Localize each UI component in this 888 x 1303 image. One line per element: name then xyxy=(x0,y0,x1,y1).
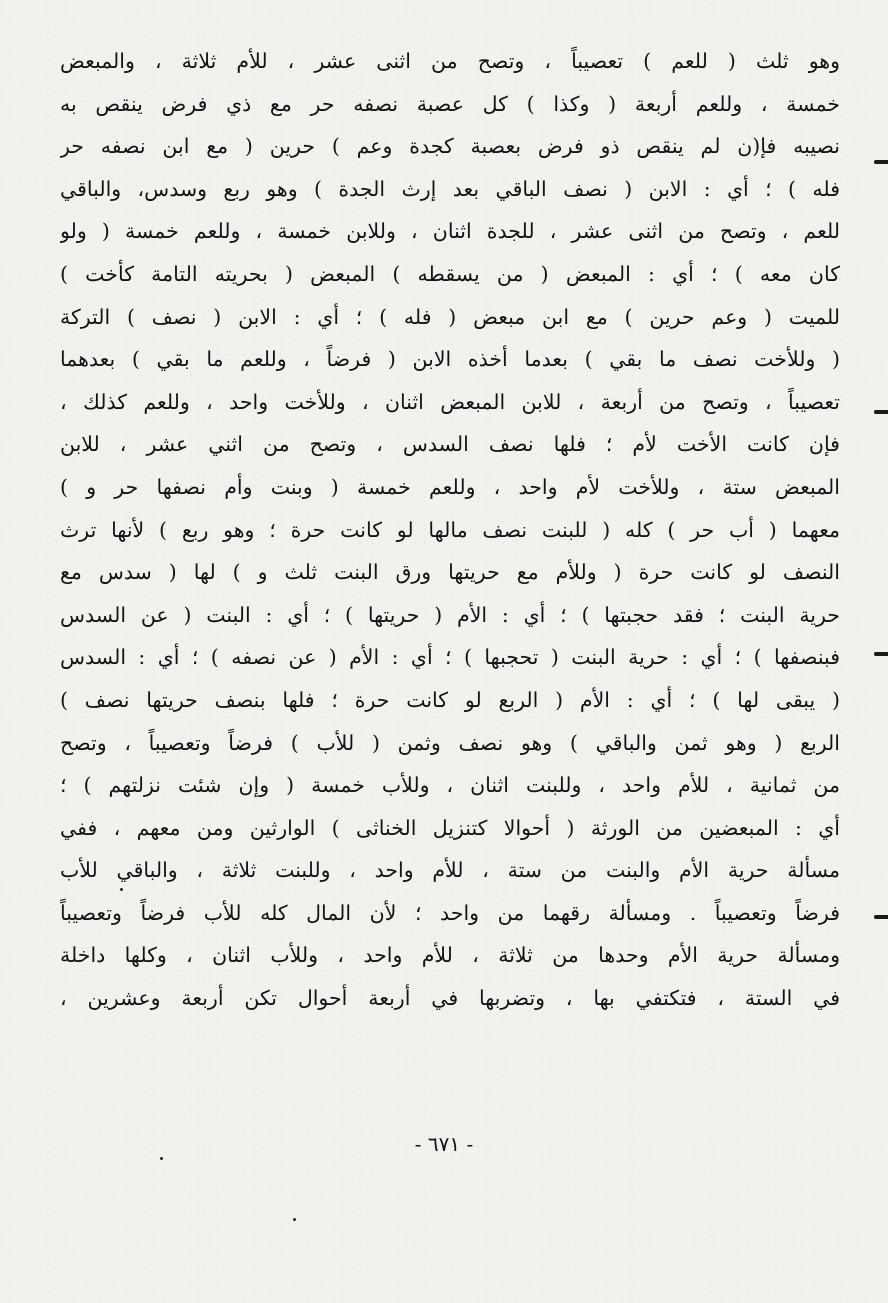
text-line-7: للميت ( وعم حرين ) مع ابن مبعض ( فله ) ؛ أي : الابن ( نصف ) التركة xyxy=(60,304,840,329)
text-line-23: في الستة ، فتكتفي بها ، وتضربها في أربعة أحوال تكن أربعة وعشرين ، xyxy=(60,986,840,1011)
text-line-2: خمسة ، وللعم أربعة ( وكذا ) كل عصبة نصفه حر مع ذي فرض ينقص به xyxy=(60,91,840,116)
scan-speck xyxy=(120,888,123,891)
text-line-17: الربع ( وهو ثمن والباقي ) وهو نصف وثمن ( للأب ) فرضاً وتعصيباً ، وتصح xyxy=(60,730,840,755)
text-line-1: وهو ثلث ( للعم ) تعصيباً ، وتصح من اثنى عشر ، للأم ثلاثة ، والمبعض xyxy=(60,49,840,73)
text-line-13: النصف لو كانت حرة ( وللأم مع حريتها ورق البنت ثلث و ) لها ( سدس مع xyxy=(60,560,840,585)
text-line-22: ومسألة حرية الأم وحدها من ثلاثة ، للأم واحد ، وللأب اثنان ، وكلها داخلة xyxy=(60,943,840,968)
text-line-10: فإن كانت الأخت لأم ؛ فلها نصف السدس ، وتصح من اثني عشر ، للابن xyxy=(60,432,840,457)
text-line-15: فبنصفها ) ؛ أي : حرية البنت ( تحجبها ) ؛ أي : الأم ( عن نصفه ) ؛ أي : السدس xyxy=(60,645,840,670)
page-number: - ٦٧١ - xyxy=(414,1132,474,1156)
binding-mark xyxy=(874,410,888,414)
scan-speck xyxy=(293,1218,296,1221)
text-line-20: مسألة حرية الأم والبنت من ستة ، للأم واحد ، وللبنت ثلاثة ، والباقي للأب xyxy=(60,858,840,883)
text-line-4: فله ) ؛ أي : الابن ( نصف الباقي بعد إرث الجدة ) وهو ربع وسدس، والباقي xyxy=(60,176,840,201)
text-line-12: معهما ( أب حر ) كله ( للبنت نصف مالها لو كانت حرة ؛ وهو ربع ) لأنها ترث xyxy=(60,517,840,542)
text-line-3: نصيبه فإ(ن لم ينقص ذو فرض بعصبة كجدة وعم ) حرين ( مع ابن نصفه حر xyxy=(60,134,840,159)
text-line-14: حرية البنت ؛ فقد حجبتها ) ؛ أي : الأم ( حريتها ) ؛ أي : البنت ( عن السدس xyxy=(60,602,840,627)
text-line-6: كان معه ) ؛ أي : المبعض ( من يسقطه ) المبعض ( بحريته التامة كأخت ) xyxy=(60,261,840,286)
text-line-5: للعم ، وتصح من اثنى عشر ، للجدة اثنان ، وللابن خمسة ، وللعم خمسة ( ولو xyxy=(60,219,840,244)
scan-speck xyxy=(160,1157,163,1160)
binding-mark xyxy=(874,915,888,919)
text-line-21: فرضاً وتعصيباً . ومسألة رقهما من واحد ؛ لأن المال كله للأب فرضاً وتعصيباً xyxy=(60,900,840,925)
text-line-19: أي : المبعضين من الورثة ( أحوالا كتنزيل الخناثى ) الوارثين ومن معهم ، ففي xyxy=(60,815,840,840)
text-line-11: المبعض ستة ، وللأخت لأم واحد ، وللعم خمسة ( وبنت وأم نصفها حر و ) xyxy=(60,474,840,499)
text-line-8: ( وللأخت نصف ما بقي ) بعدما أخذه الابن ( فرضاً ، وللعم ما بقي ) بعدهما xyxy=(60,347,840,372)
binding-mark xyxy=(874,652,888,656)
text-line-9: تعصيباً ، وتصح من أربعة ، للابن المبعض اثنان ، وللأخت واحد ، وللعم كذلك ، xyxy=(60,389,840,414)
text-line-18: من ثمانية ، للأم واحد ، وللبنت اثنان ، وللأب خمسة ( وإن شئت نزلتهم ) ؛ xyxy=(60,773,840,798)
body-text xyxy=(60,40,840,1020)
text-line-16: ( يبقى لها ) ؛ أي : الأم ( الربع لو كانت حرة ؛ فلها بنصف حريتها نصف ) xyxy=(60,687,840,712)
binding-mark xyxy=(874,160,888,164)
